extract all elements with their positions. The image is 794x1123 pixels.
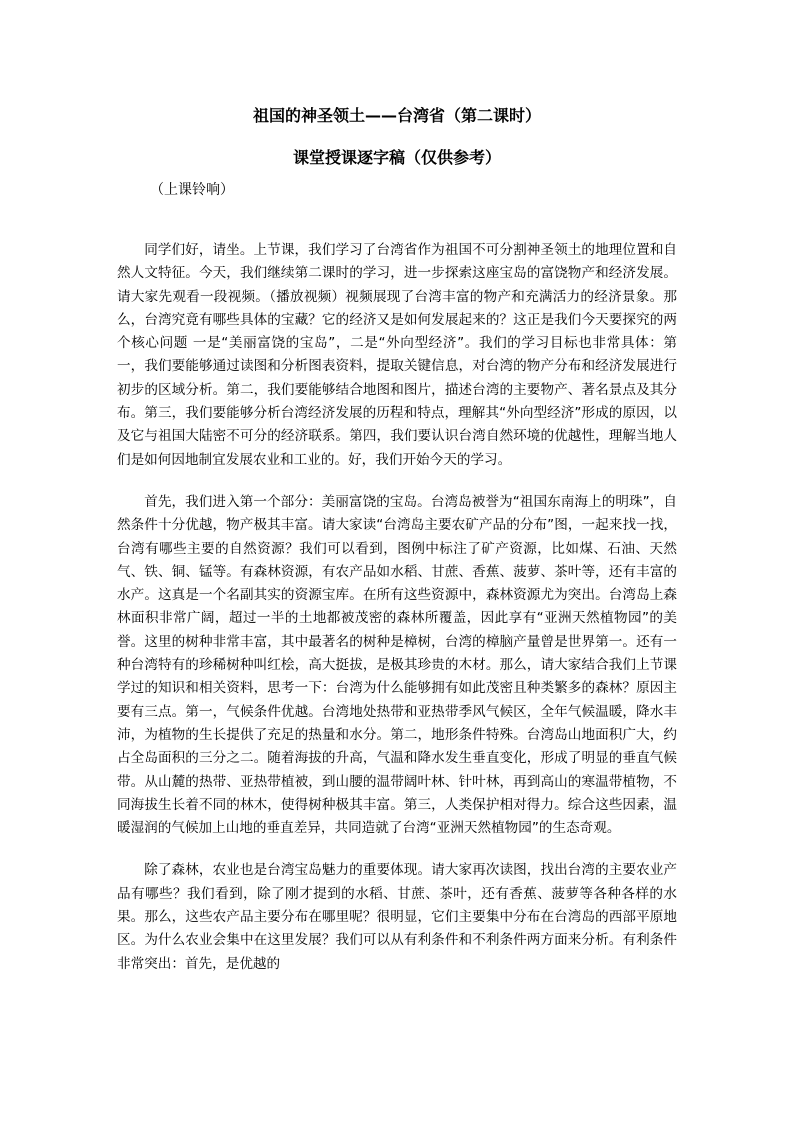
paragraph-intro: 同学们好，请坐。上节课，我们学习了台湾省作为祖国不可分割神圣领土的地理位置和自然人文特征。今天，我们继续第二课时的学习，进一步探索这座宝岛的富饶物产和经济发展。请大家先观看一段视频。（播放视频）视频展现了台湾丰富的物产和充满活力的经济景象。那么，台湾究竟有哪些具体的宝藏？它的经济又是如何发展起来的？这正是我们今天要探究的两个核心问题 一是“美丽富饶的宝岛”，二是“外向型经济”。我们的学习目标也非常具体：第一，我们要能够通过读图和分析图表资料，提取关键信息，对台湾的物产分布和经济发展进行初步的区域分析。第二，我们要能够结合地图和图片，描述台湾的主要物产、著名景点及其分布。第三，我们要能够分析台湾经济发展的历程和特点，理解其“外向型经济”形成的原因，以及它与祖国大陆密不可分的经济联系。第四，我们要认识台湾自然环境的优越性，理解当地人们是如何因地制宜发展农业和工业的。好，我们开始今天的学习。 bbox=[117, 242, 677, 468]
paragraph-agriculture: 除了森林，农业也是台湾宝岛魅力的重要体现。请大家再次读图，找出台湾的主要农业产品有哪些？我们看到，除了刚才提到的水稻、甘蔗、茶叶，还有香蕉、菠萝等各种各样的水果。那么，这些农产品主要分布在哪里呢？很明显，它们主要集中分布在台湾岛的西部平原地区。为什么农业会集中在这里发展？我们可以从有利条件和不利条件两方面来分析。有利条件非常突出：首先，是优越的 bbox=[117, 862, 677, 972]
document-title: 祖国的神圣领土——台湾省（第二课时） bbox=[252, 106, 541, 125]
document-subtitle: 课堂授课逐字稿（仅供参考） bbox=[292, 148, 501, 167]
document-body bbox=[117, 239, 677, 995]
paragraph-forest: 首先，我们进入第一个部分：美丽富饶的宝岛。台湾岛被誉为“祖国东南海上的明珠”，自然条件十分优越，物产极其丰富。请大家读“台湾岛主要农矿产品的分布”图，一起来找一找，台湾有哪些主要的自然资源？我们可以看到，图例中标注了矿产资源，比如煤、石油、天然气、铁、铜、锰等。有森林资源，有农产品如水稻、甘蔗、香蕉、菠萝、茶叶等，还有丰富的水产。这真是一个名副其实的资源宝库。在所有这些资源中，森林资源尤为突出。台湾岛上森林面积非常广阔，超过一半的土地都被茂密的森林所覆盖，因此享有“亚洲天然植物园”的美誉。这里的树种非常丰富，其中最著名的树种是樟树，台湾的樟脑产量曾是世界第一。还有一种台湾特有的珍稀树种叫红桧，高大挺拔，是极其珍贵的木材。那么，请大家结合我们上节课学过的知识和相关资料，思考一下：台湾为什么能够拥有如此茂密且种类繁多的森林？原因主要有三点。第一，气候条件优越。台湾地处热带和亚热带季风气候区，全年气候温暖，降水丰沛，为植物的生长提供了充足的热量和水分。第二，地形条件特殊。台湾岛山地面积广大，约占全岛面积的三分之二。随着海拔的升高，气温和降水发生垂直变化，形成了明显的垂直气候带。从山麓的热带、亚热带植被，到山腰的温带阔叶林、针叶林，再到高山的寒温带植物，不同海拔生长着不同的林木，使得树种极其丰富。第三，人类保护相对得力。综合这些因素，温暖湿润的气候加上山地的垂直差异，共同造就了台湾“亚洲天然植物园”的生态奇观。 bbox=[117, 493, 677, 837]
bell-note: （上课铃响） bbox=[150, 182, 234, 198]
